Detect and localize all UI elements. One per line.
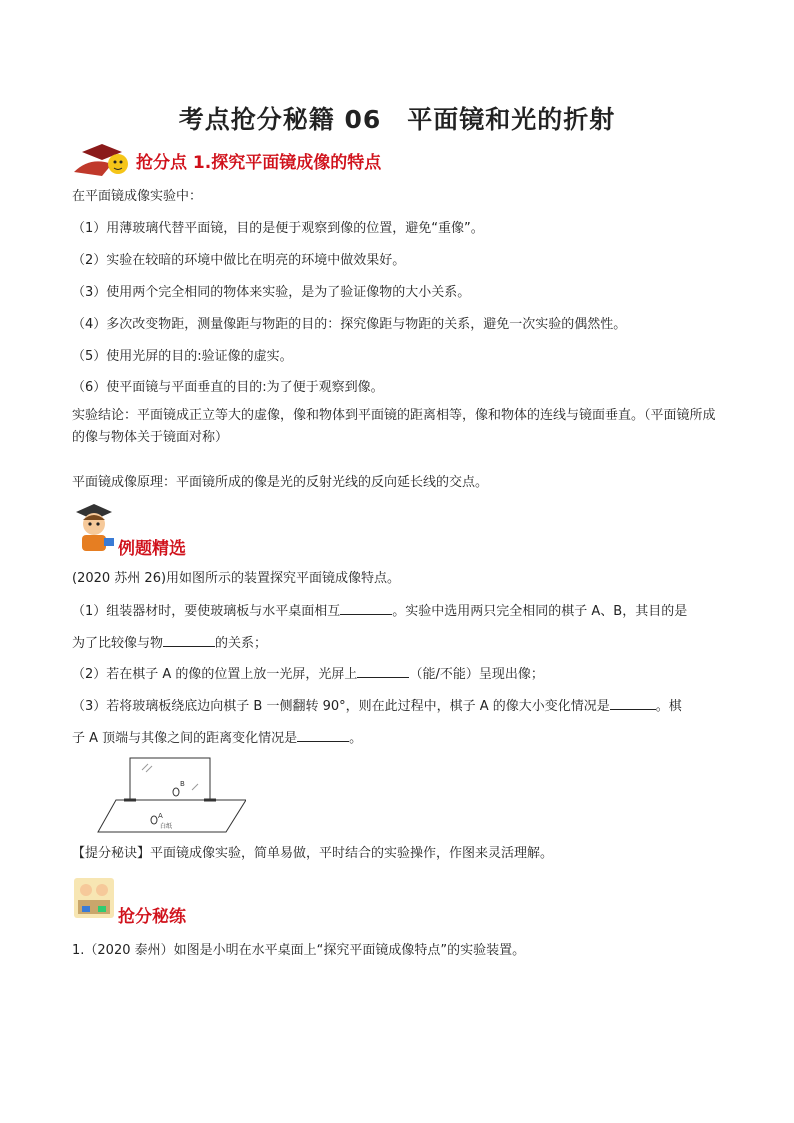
section-heading xyxy=(72,140,472,180)
question-1-line-2 xyxy=(72,634,267,653)
list-item: （2）实验在较暗的环境中做比在明亮的环境中做效果好。 xyxy=(72,253,406,268)
answer-blank xyxy=(340,602,392,615)
example-stem: (2020 苏州 26)用如图所示的装置探究平面镜成像特点。 xyxy=(72,571,401,586)
question-text: （1）组装器材时，要使玻璃板与水平桌面相互 xyxy=(72,604,341,619)
practice-mascot-icon xyxy=(72,876,116,920)
question-text: （3）若将玻璃板绕底边向棋子 B 一侧翻转 90°，则在此过程中，棋子 A 的像大小变化情况是 xyxy=(72,699,610,714)
example-heading: 例题精选 xyxy=(118,539,186,559)
question-1-line-1 xyxy=(72,602,687,621)
answer-blank xyxy=(610,697,656,710)
answer-blank xyxy=(297,729,349,742)
question-text: 。实验中选用两只完全相同的棋子 A、B，其目的是 xyxy=(392,604,688,619)
answer-blank xyxy=(357,665,409,678)
page-title: 考点抢分秘籍 06 平面镜和光的折射 xyxy=(178,105,616,134)
list-item: （6）使平面镜与平面垂直的目的:为了便于观察到像。 xyxy=(72,380,384,395)
section-heading-label: 抢分点 1.探究平面镜成像的特点 xyxy=(136,153,382,173)
practice-question-1: 1.（2020 泰州）如图是小明在水平桌面上“探究平面镜成像特点”的实验装置。 xyxy=(72,943,526,958)
figure-label-a: A xyxy=(158,812,163,820)
figure-label-paper: 白纸 xyxy=(160,823,173,830)
student-mascot-icon xyxy=(72,502,118,554)
list-item: （4）多次改变物距，测量像距与物距的目的：探究像距与物距的关系，避免一次实验的偶然性。 xyxy=(72,317,627,332)
mirror-apparatus-figure xyxy=(96,754,246,834)
answer-blank xyxy=(163,634,215,647)
practice-heading: 抢分秘练 xyxy=(118,907,186,927)
question-text: 。 xyxy=(349,731,363,746)
graduation-cap-mascot-icon xyxy=(72,142,130,178)
tip-paragraph: 【提分秘诀】平面镜成像实验，简单易做，平时结合的实验操作，作图来灵活理解。 xyxy=(72,846,554,861)
list-item: （3）使用两个完全相同的物体来实验，是为了验证像物的大小关系。 xyxy=(72,285,471,300)
conclusion-paragraph: 实验结论：平面镜成正立等大的虚像，像和物体到平面镜的距离相等，像和物体的连线与镜面垂直。（平面镜所成的像与物体关于镜面对称） xyxy=(72,408,716,445)
list-item: （5）使用光屏的目的:验证像的虚实。 xyxy=(72,349,293,364)
question-text: （2）若在棋子 A 的像的位置上放一光屏，光屏上 xyxy=(72,667,358,682)
section-intro: 在平面镜成像实验中： xyxy=(72,189,203,204)
question-3-line-2 xyxy=(72,729,362,748)
question-2 xyxy=(72,665,544,684)
question-text: 的关系； xyxy=(215,636,268,651)
list-item: （1）用薄玻璃代替平面镜，目的是便于观察到像的位置，避免“重像”。 xyxy=(72,221,484,236)
question-text: 为了比较像与物 xyxy=(72,636,164,651)
question-text: 子 A 顶端与其像之间的距离变化情况是 xyxy=(72,731,298,746)
figure-label-b: B xyxy=(180,780,185,788)
question-3-line-1 xyxy=(72,697,682,716)
principle-paragraph: 平面镜成像原理：平面镜所成的像是光的反射光线的反向延长线的交点。 xyxy=(72,475,489,490)
question-text: 。棋 xyxy=(655,699,682,714)
question-text: （能/不能）呈现出像； xyxy=(409,667,544,682)
